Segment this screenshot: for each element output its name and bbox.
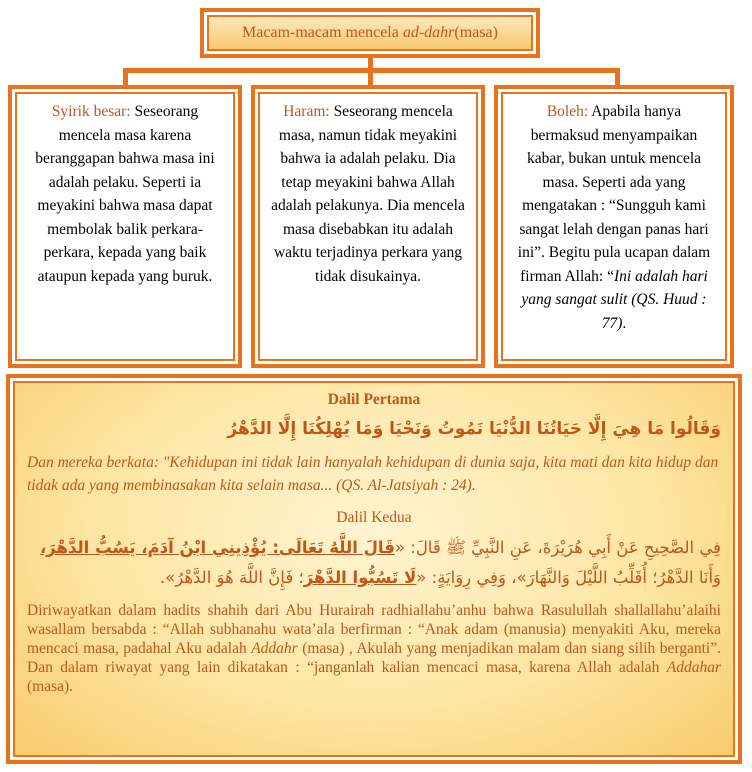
arabic-highlight: قَالَ اللَّهُ تَعَالَى: يُؤْذِينِي ابْنُ آدَمَ، يَسُبُّ الدَّهْرَ، — [39, 538, 395, 557]
category-label: Boleh: — [546, 103, 589, 120]
category-haram — [251, 85, 485, 368]
category-syirik-besar — [8, 85, 242, 368]
arabic-segment: وَأَنَا الدَّهْرُ؛ أُقَلِّبُ اللَّيْلَ وَالنَّهَارَ»، وَفِي رِوَايَةٍ: « — [416, 568, 721, 587]
category-syirik-besar-content — [15, 92, 235, 361]
arabic-segment: ؛ فَإِنَّ اللَّهَ هُوَ الدَّهْرُ». — [159, 568, 304, 587]
title-text — [207, 15, 533, 51]
hadith-term: Addahar — [666, 659, 721, 676]
hadith-segment: (masa) , Akulah yang menjadikan malam dan siang silih berganti”. Dan dalam riwayat yang lain dikatakan : “janganlah kalian mencaci masa, karena Allah adalah — [27, 640, 721, 676]
category-boleh — [494, 85, 734, 368]
dalil-pertama-translation: Dan mereka berkata: "Kehidupan ini tidak lain hanyalah kehidupan di dunia saja, kita mati dan kita hidup dan tidak ada yang membinasakan kita selain masa... (QS. Al-Jatsiyah : 24). — [27, 454, 719, 494]
dalil-panel — [6, 374, 742, 764]
dalil-pertama-heading: Dalil Pertama — [327, 391, 421, 408]
category-text: Apabila hanya bermaksud menyampaikan kabar, bukan untuk mencela masa. Seperti ada yang mengatakan : “Sungguh kami sangat lelah dengan panas hari ini”. Begitu pula ucapan dalam firman Allah: “ — [517, 103, 711, 285]
dalil-kedua-heading: Dalil Kedua — [336, 509, 412, 526]
category-label: Syirik besar: — [51, 103, 131, 120]
category-text: Seseorang mencela masa, namun tidak meyakini bahwa ia adalah pelaku. Dia tetap meyakini bahwa Allah adalah pelakunya. Dia mencela masa disebabkan itu adalah waktu terjadinya perkara yang tidak disukainya. — [271, 103, 465, 285]
arabic-segment: فِي الصَّحِيحِ عَنْ أَبِي هُرَيْرَةَ، عَنِ النَّبِيِّ ﷺ قَالَ: « — [394, 538, 721, 557]
hadith-term: Addahr — [251, 640, 298, 657]
dalil-panel-content — [13, 381, 735, 757]
hadith-segment: (masa). — [27, 678, 74, 695]
connector-left — [123, 68, 128, 86]
category-haram-content — [258, 92, 478, 361]
title-box — [200, 8, 540, 58]
category-boleh-content — [501, 92, 727, 361]
title-term: ad-dahr — [402, 24, 455, 41]
category-text: Seseorang mencela masa karena beranggapan bahwa masa ini adalah pelaku. Seperti ia meyakini bahwa masa dapat membolak balik perkara-perkara, kepada yang baik ataupun kepada yang buruk. — [35, 103, 215, 285]
category-text-end: . — [622, 314, 627, 332]
title-suffix: (masa) — [454, 24, 498, 41]
dalil-kedua-translation — [27, 601, 721, 696]
title-prefix: Macam-macam mencela — [242, 24, 399, 41]
category-label: Haram: — [283, 103, 330, 120]
hadith-segment: Diriwayatkan dalam hadits shahih dari Abu Hurairah radhiallahu’anhu bahwa Rasulullah shallallahu’alaihi wasallam bersabda : “Allah subhanahu wata’ala berfirman : “Anak adam (manusia) menyakiti Aku, mereka mencaci masa, padahal Aku adalah — [27, 602, 721, 657]
category-quote-italic: Ini adalah hari yang sangat sulit (QS. Huud : 77) — [521, 267, 708, 332]
connector-right — [615, 68, 620, 86]
dalil-pertama-arabic: وَقَالُوا مَا هِيَ إِلَّا حَيَاتُنَا الدُّنْيَا نَمُوتُ وَنَحْيَا وَمَا يُهْلِكُنَا إِلَّا الدَّهْرُ — [227, 419, 721, 439]
dalil-kedua-arabic — [27, 533, 721, 593]
arabic-highlight: لَا تَسُبُّوا الدَّهْرَ — [303, 568, 417, 587]
connector-middle — [368, 68, 373, 86]
